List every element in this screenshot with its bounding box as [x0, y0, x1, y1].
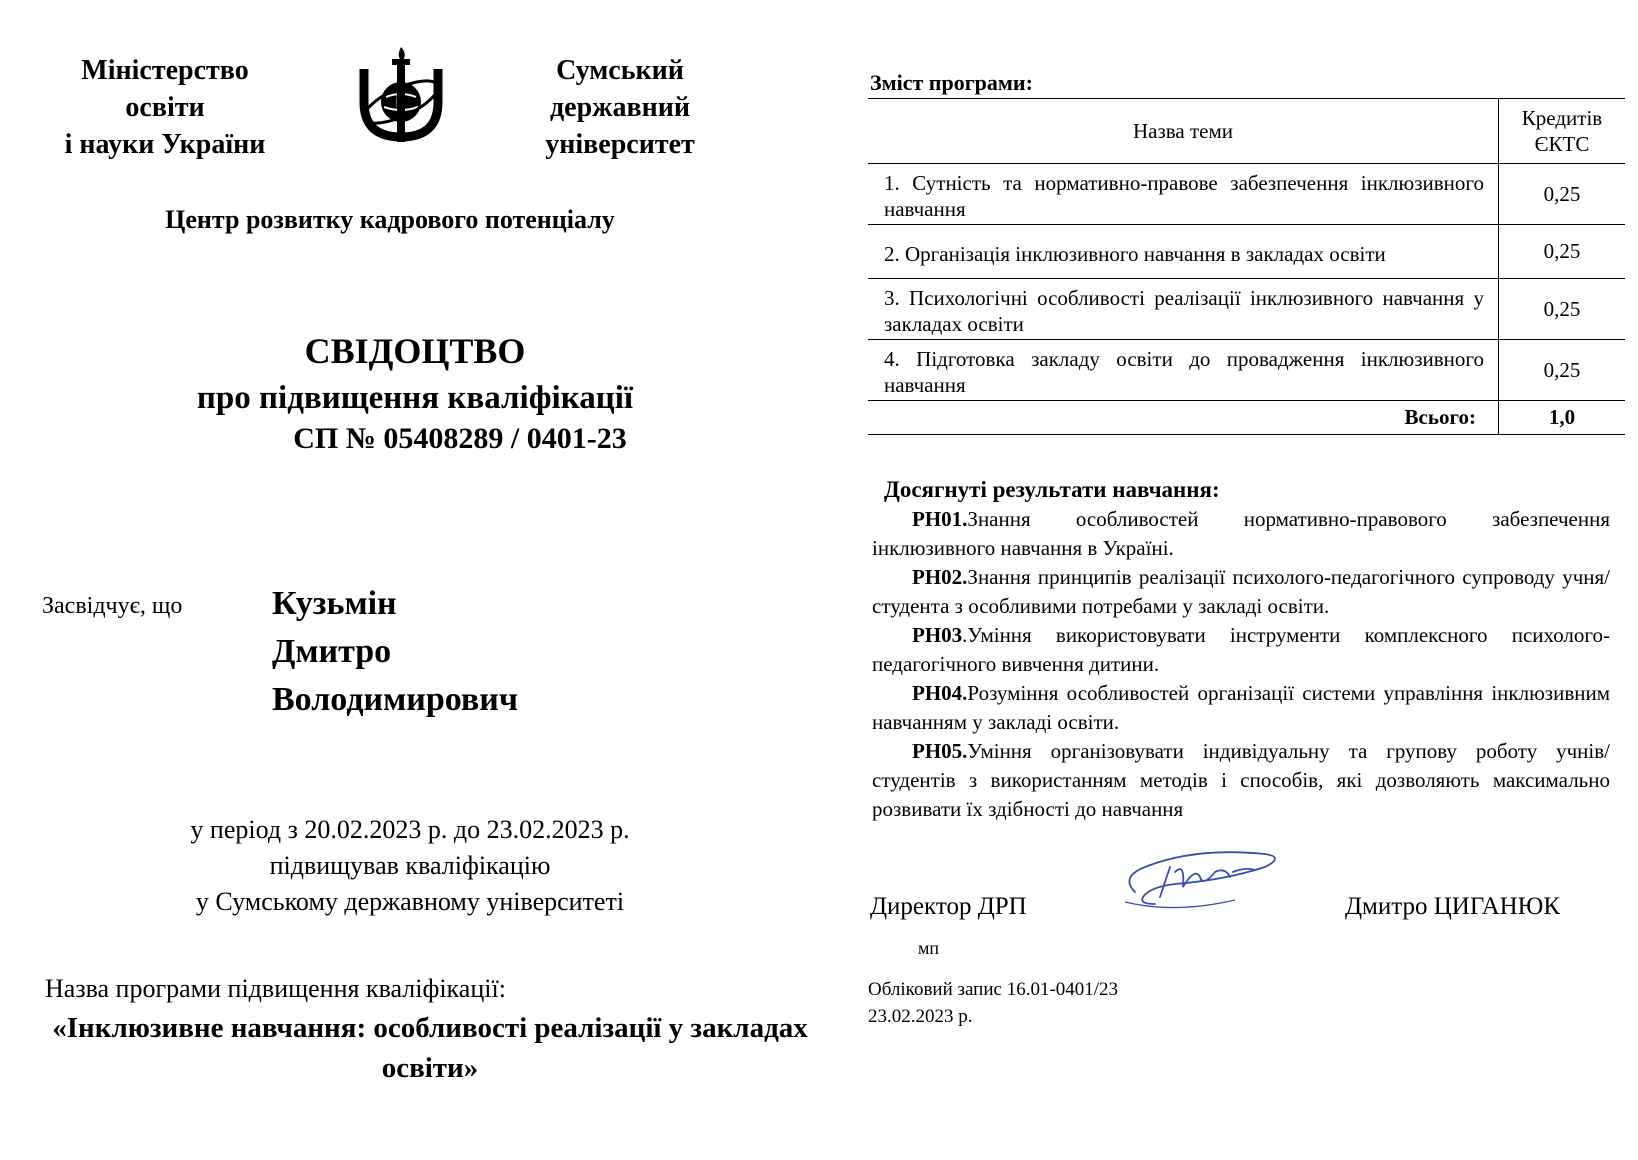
topic-name: 1. Сутність та нормативно-правове забезпечення інклюзивного навчання: [868, 164, 1499, 225]
director-title: Директор ДРП: [870, 893, 1027, 920]
table-row: [868, 164, 1625, 225]
topic-credits: 0,25: [1499, 279, 1626, 340]
table-row: [868, 279, 1625, 340]
topics-table: [868, 98, 1625, 435]
content-heading: Зміст програми:: [870, 70, 1033, 95]
result-item: [872, 563, 1610, 621]
credits-header-line-1: Кредитів: [1521, 106, 1603, 130]
ministry-line-2: освіти: [125, 92, 205, 123]
period-line-1: у період з 20.02.2023 р. до 23.02.2023 р.: [190, 815, 630, 844]
university-line-3: університет: [545, 129, 695, 160]
university-logo-icon: [356, 47, 446, 147]
record-entry: [868, 976, 1118, 1030]
credits-header-line-2: ЄКТС: [1534, 132, 1590, 156]
result-item: [872, 737, 1610, 824]
result-code: РН01.: [912, 507, 968, 531]
director-name: Дмитро ЦИГАНЮК: [1345, 893, 1561, 920]
topic-name: 2. Організація інклюзивного навчання в закладах освіти: [868, 225, 1499, 279]
result-code: РН02.: [912, 565, 968, 589]
result-code: РН03: [912, 623, 963, 647]
certifies-label: Засвідчує, що: [42, 593, 183, 619]
result-item: [872, 679, 1610, 737]
recipient-patronymic: Володимирович: [272, 681, 519, 718]
signature-icon: [1115, 842, 1285, 922]
table-total-row: [868, 401, 1625, 435]
result-item: [872, 505, 1610, 563]
table-row: [868, 340, 1625, 401]
result-text: Уміння організовувати індивідуальну та групову роботу учнів/студентів з використанням методів і способів, які дозволяють максимально розвивати їх здібності до навчання: [872, 739, 1610, 821]
training-period: [90, 812, 730, 920]
period-line-2: підвищував кваліфікацію: [269, 851, 551, 880]
program-label: Назва програми підвищення кваліфікації:: [45, 974, 506, 1003]
stamp-place: мп: [918, 938, 940, 958]
program-name: «Інклюзивне навчання: особливості реалізації у закладах освіти»: [52, 1012, 808, 1084]
column-topic-header: Назва теми: [868, 99, 1499, 164]
period-line-3: у Сумському державному університеті: [195, 887, 625, 916]
record-date: 23.02.2023 р.: [868, 1006, 973, 1027]
topic-credits: 0,25: [1499, 225, 1626, 279]
result-text: Розуміння особливостей організації системи управління інклюзивним навчанням у закладі освіти.: [872, 681, 1610, 734]
result-text: .Уміння використовувати інструменти комплексного психолого-педагогічного вивчення дитини.: [872, 623, 1610, 676]
university-name: [520, 52, 720, 163]
result-text: Знання принципів реалізації психолого-педагогічного супроводу учня/студента з особливими потребами у закладі освіти.: [872, 565, 1610, 618]
total-label: Всього:: [868, 401, 1499, 435]
recipient-first-name: Дмитро: [272, 633, 392, 670]
topic-name: 3. Психологічні особливості реалізації інклюзивного навчання у закладах освіти: [868, 279, 1499, 340]
table-row: [868, 225, 1625, 279]
result-code: РН04.: [912, 681, 968, 705]
certificate-subtitle: про підвищення кваліфікації: [196, 380, 634, 416]
ministry-name: [40, 52, 290, 163]
results-heading: Досягнуті результати навчання:: [884, 477, 1220, 502]
ministry-line-3: і науки України: [64, 129, 266, 160]
certificate-number: СП № 05408289 / 0401-23: [293, 422, 627, 455]
university-line-1: Сумський: [556, 55, 684, 86]
recipient-name: [272, 580, 518, 724]
column-credits-header: [1499, 99, 1626, 164]
recipient-surname: Кузьмін: [272, 585, 397, 622]
results-list: [872, 505, 1610, 824]
topic-credits: 0,25: [1499, 164, 1626, 225]
result-text: Знання особливостей нормативно-правового забезпечення інклюзивного навчання в Україні.: [872, 507, 1610, 560]
topic-credits: 0,25: [1499, 340, 1626, 401]
record-number: Обліковий запис 16.01-0401/23: [868, 979, 1119, 1000]
result-code: РН05.: [912, 739, 968, 763]
center-name: Центр розвитку кадрового потенціалу: [165, 205, 615, 234]
table-header-row: [868, 99, 1625, 164]
total-value: 1,0: [1499, 401, 1626, 435]
topic-name: 4. Підготовка закладу освіти до провадження інклюзивного навчання: [868, 340, 1499, 401]
university-line-2: державний: [550, 92, 690, 123]
result-item: [872, 621, 1610, 679]
ministry-line-1: Міністерство: [81, 55, 249, 86]
certificate-title: СВІДОЦТВО: [304, 331, 526, 371]
